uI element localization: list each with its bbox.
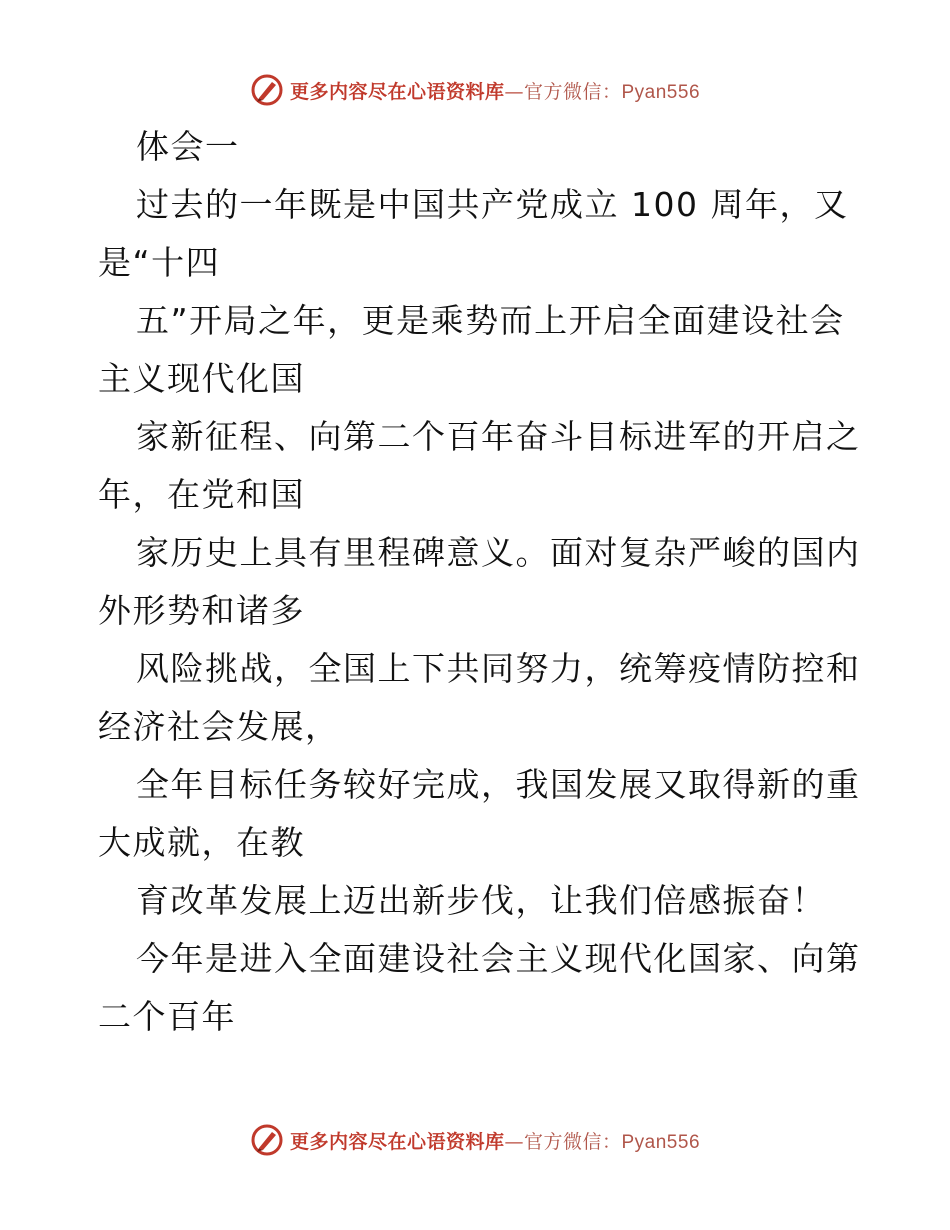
header-wechat-label: 官方微信：: [523, 80, 622, 103]
text-line: 过去的一年既是中国共产党成立 100 周年，又: [136, 185, 849, 224]
text-line: 体会一: [136, 127, 240, 166]
text-line: 大成就，在教: [98, 823, 305, 862]
footer-brand: 更多内容尽在心语资料库: [289, 1130, 505, 1153]
pen-logo-icon: [250, 73, 284, 107]
text-line: 全年目标任务较好完成，我国发展又取得新的重: [136, 765, 861, 804]
header-dash: —: [504, 80, 524, 103]
text-line: 经济社会发展，: [98, 707, 340, 746]
text-line: 主义现代化国: [98, 359, 305, 398]
header-brand: 更多内容尽在心语资料库: [289, 80, 505, 103]
footer-banner: [0, 1120, 950, 1160]
text-line: 育改革发展上迈出新步伐，让我们倍感振奋！: [136, 881, 826, 920]
footer-banner-text: [290, 1127, 700, 1154]
text-line: 今年是进入全面建设社会主义现代化国家、向第: [136, 939, 861, 978]
header-wechat-id: Pyan556: [621, 81, 701, 103]
footer-banner-inner: [250, 1123, 700, 1157]
text-line: 二个百年: [98, 997, 236, 1036]
text-line: 五”开局之年，更是乘势而上开启全面建设社会: [136, 301, 845, 340]
text-line: 家新征程、向第二个百年奋斗目标进军的开启之: [136, 417, 861, 456]
text-line: 风险挑战，全国上下共同努力，统筹疫情防控和: [136, 649, 861, 688]
footer-wechat-label: 官方微信：: [523, 1130, 622, 1153]
text-line: 外形势和诸多: [98, 591, 305, 630]
pen-logo-icon: [250, 1123, 284, 1157]
footer-dash: —: [504, 1130, 524, 1153]
footer-wechat-id: Pyan556: [621, 1131, 701, 1153]
text-line: 年，在党和国: [98, 475, 305, 514]
text-line: 家历史上具有里程碑意义。面对复杂严峻的国内: [136, 533, 861, 572]
text-line: 是“十四: [98, 243, 221, 282]
header-banner-text: [290, 77, 700, 104]
header-banner: [0, 70, 950, 110]
header-banner-inner: [250, 73, 700, 107]
body-text: [98, 118, 861, 1046]
